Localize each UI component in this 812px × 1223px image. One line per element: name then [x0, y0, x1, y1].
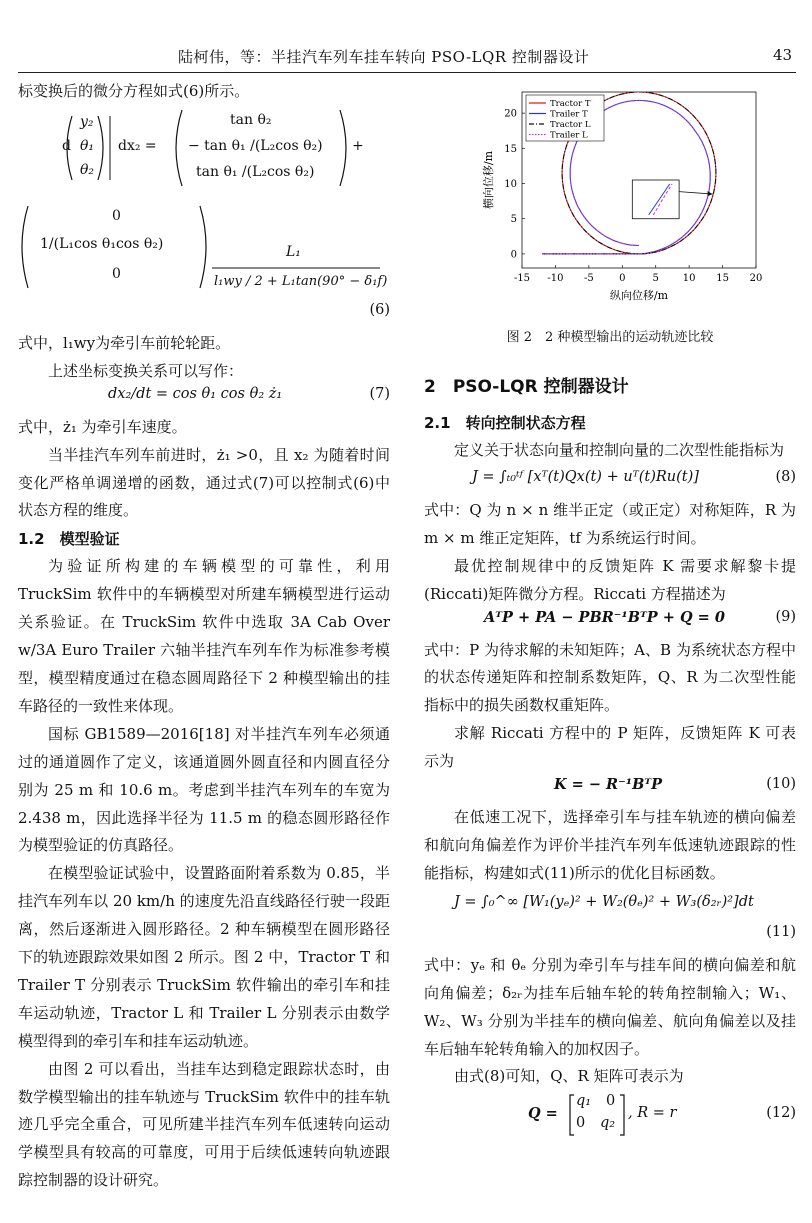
eq6-number: (6)	[369, 301, 390, 318]
eq11-number: (11)	[766, 923, 796, 940]
legend-label: Tractor T	[550, 99, 591, 109]
eq8-number: (8)	[775, 468, 796, 485]
paragraph: 式中，l₁wy为牵引车前轮轮距。	[18, 333, 231, 352]
paragraph: 式中：Q 为 n × n 维半正定（或正定）对称矩阵，R 为m × m 维正定矩阵，tf 为系统运行时间。	[424, 500, 796, 547]
eq11-body: J = ∫₀^∞ [W₁(yₑ)² + W₂(θₑ)² + W₃(δ₂ᵣ)²]dt	[454, 893, 754, 910]
equation-7	[18, 386, 390, 414]
eq6-rhs-1: tan θ₂	[230, 111, 272, 128]
eq12-rhs: , R = r	[628, 1105, 677, 1122]
eq6-b-2: 1/(L₁cos θ₁cos θ₂)	[40, 235, 164, 252]
eq6-b-3: 0	[112, 265, 121, 282]
legend-label: Tractor L	[550, 120, 591, 130]
eq6-lhs-2: θ₁	[80, 137, 95, 154]
paragraph: 在模型验证试验中，设置路面附着系数为 0.85，半挂汽车列车以 20 km/h 的速度先沿直线路径行驶一段距离，然后逐渐进入圆形路径。2 种车辆模型在圆形路径下的轨迹跟踪效果如图 2 所示。图 2 中，Tractor T 和 Trailer T 分别表示 TruckSim 软件输出的牵引车和挂车运动轨迹，Tractor L 和 Trailer L 分别表示由数学模型得到的牵引车和挂车运动轨迹。	[18, 864, 390, 1050]
eq7-number: (7)	[369, 385, 390, 402]
eq6-d: d	[62, 137, 71, 154]
inset-arrowhead	[708, 191, 713, 196]
eq6-plus: +	[352, 137, 364, 154]
left-column	[18, 78, 390, 1195]
x-tick-label: -15	[513, 273, 531, 284]
paragraph: 国标 GB1589—2016[18] 对半挂汽车列车必须通过的通道圆作了定义，该通道圆外圆直径和内圆直径分别为 25 m 和 10.6 m。考虑到半挂汽车列车的车宽为 2.438 m，因此选择半径为 11.5 m 的稳态圆形路径作为模型验证的仿真路径。	[18, 724, 390, 855]
eq12-m11: q₁	[576, 1093, 592, 1110]
section-heading-2: 2 PSO-LQR 控制器设计	[424, 377, 629, 397]
x-tick-label: 0	[619, 273, 626, 284]
eq12-m21: 0	[576, 1115, 586, 1132]
figure-2	[424, 78, 796, 318]
trajectory-chart	[424, 78, 796, 318]
paragraph: 式中：yₑ 和 θₑ 分别为牵引车与挂车间的横向偏差和航向角偏差；δ₂ᵣ为挂车后轴车轮的转角控制输入；W₁、W₂、W₃ 分别为半挂车的横向偏差、航向角偏差以及挂车后轴车轮转角输入的加权因子。	[424, 955, 796, 1058]
equation-6-brackets	[18, 106, 390, 302]
x-tick-label: 20	[749, 273, 763, 284]
running-title: 陆柯伟，等：半挂汽车列车挂车转向 PSO-LQR 控制器设计	[178, 48, 590, 66]
y-tick-label: 10	[504, 179, 517, 191]
eq6-rhs-2: − tan θ₁ /(L₂cos θ₂)	[188, 137, 323, 154]
legend-label: Trailer L	[550, 130, 588, 141]
eq12-m22: q₂	[600, 1115, 616, 1132]
eq7-body: dx₂/dt = cos θ₁ cos θ₂ ż₁	[108, 385, 283, 402]
section-heading-1-2: 1.2 模型验证	[18, 530, 120, 549]
legend-label: Trailer T	[550, 109, 588, 120]
x-tick-label: 15	[716, 273, 729, 284]
equation-6-number-row	[18, 302, 390, 330]
y-tick-label: 20	[504, 108, 517, 120]
eq6-dx: dx₂ =	[118, 137, 157, 154]
paragraph: 式中，ż₁ 为牵引车速度。	[18, 417, 187, 436]
y-tick-label: 0	[510, 249, 517, 261]
equation-10	[424, 776, 796, 804]
right-column	[424, 78, 796, 1139]
x-tick-label: -5	[583, 273, 594, 284]
inset-arrow	[679, 192, 712, 194]
eq12-m12: 0	[606, 1093, 616, 1110]
eq6-b-1: 0	[112, 207, 121, 224]
eq6-frac-num: L₁	[286, 243, 301, 260]
eq6-rhs-3: tan θ₁ /(L₂cos θ₂)	[196, 163, 315, 180]
equation-11	[424, 888, 796, 924]
eq6-lhs-3: θ₂	[80, 161, 95, 178]
eq6-lhs-1: y₂	[80, 113, 94, 130]
equation-12	[424, 1091, 796, 1139]
figure-caption: 图 2 2 种模型输出的运动轨迹比较	[506, 330, 714, 345]
paragraph: 求解 Riccati 方程中的 P 矩阵，反馈矩阵 K 可表示为	[424, 724, 796, 771]
y-tick-label: 5	[510, 214, 517, 226]
paragraph: 当半挂汽车列车前进时，ż₁ >0，且 x₂ 为随着时间变化严格单调递增的函数，通过式(7)可以控制式(6)中状态方程的维度。	[18, 445, 390, 520]
equation-8	[424, 465, 796, 497]
paragraph: 由图 2 可以看出，当挂车达到稳定跟踪状态时，由数学模型输出的挂车轨迹与 TruckSim 软件中的挂车轨迹几乎完全重合，可见所建半挂汽车列车低速转向运动学模型具有较高的可靠度，可用于后续低速转向轨迹跟踪控制器的设计研究。	[18, 1059, 390, 1190]
header-rule	[18, 72, 796, 73]
page-number: 43	[773, 46, 793, 64]
paragraph: 式中：P 为待求解的未知矩阵；A、B 为系统状态方程中的状态传递矩阵和控制系数矩阵，Q、R 为二次型性能指标中的损失函数权重矩阵。	[424, 640, 796, 715]
eq9-number: (9)	[775, 608, 796, 625]
equation-6	[18, 106, 390, 302]
eq10-body: K = − R⁻¹BᵀP	[554, 776, 663, 794]
paragraph: 标变换后的微分方程如式(6)所示。	[18, 82, 250, 100]
equation-11-number-row	[424, 924, 796, 952]
paragraph: 为验证所构建的车辆模型的可靠性，利用 TruckSim 软件中的车辆模型对所建车辆模型进行运动关系验证。在 TruckSim 软件中选取 3A Cab Over w/3A Euro Trailer 六轴半挂汽车列车作为标准参考模型，模型精度通过在稳态圆周路径下 2 种模型输出的挂车路径的一致性来体现。	[18, 557, 390, 715]
y-axis-label: 横向位移/m	[482, 150, 495, 210]
eq6-frac-den: l₁wy / 2 + L₁tan(90° − δ₁f)	[214, 273, 388, 289]
inset-box	[632, 180, 679, 219]
eq12-number: (12)	[766, 1105, 796, 1122]
paragraph: 在低速工况下，选择牵引车与挂车轨迹的横向偏差和航向角偏差作为评价半挂汽车列车低速轨迹跟踪的性能指标，构建如式(11)所示的优化目标函数。	[424, 808, 796, 882]
paragraph: 上述坐标变换关系可以写作：	[48, 361, 244, 380]
eq10-number: (10)	[766, 776, 796, 793]
x-axis-label: 纵向位移/m	[609, 289, 669, 302]
paragraph: 由式(8)可知，Q、R 矩阵可表示为	[454, 1067, 684, 1086]
y-tick-label: 15	[504, 143, 517, 155]
eq12-lhs: Q =	[528, 1105, 558, 1123]
paragraph: 最优控制规律中的反馈矩阵 K 需要求解黎卡提(Riccati)矩阵微分方程。Riccati 方程描述为	[424, 556, 796, 603]
x-tick-label: 5	[652, 273, 659, 284]
paragraph: 定义关于状态向量和控制向量的二次型性能指标为	[454, 441, 785, 459]
eq9-body: AᵀP + PA − PBR⁻¹BᵀP + Q = 0	[484, 608, 725, 626]
x-tick-label: -10	[547, 273, 564, 284]
eq8-body: J = ∫ₜ₀ᵗᶠ [xᵀ(t)Qx(t) + uᵀ(t)Ru(t)]	[472, 468, 699, 485]
section-heading-2-1: 2.1 转向控制状态方程	[424, 414, 586, 432]
page-header	[0, 0, 812, 74]
x-tick-label: 10	[682, 273, 696, 284]
equation-9	[424, 609, 796, 637]
